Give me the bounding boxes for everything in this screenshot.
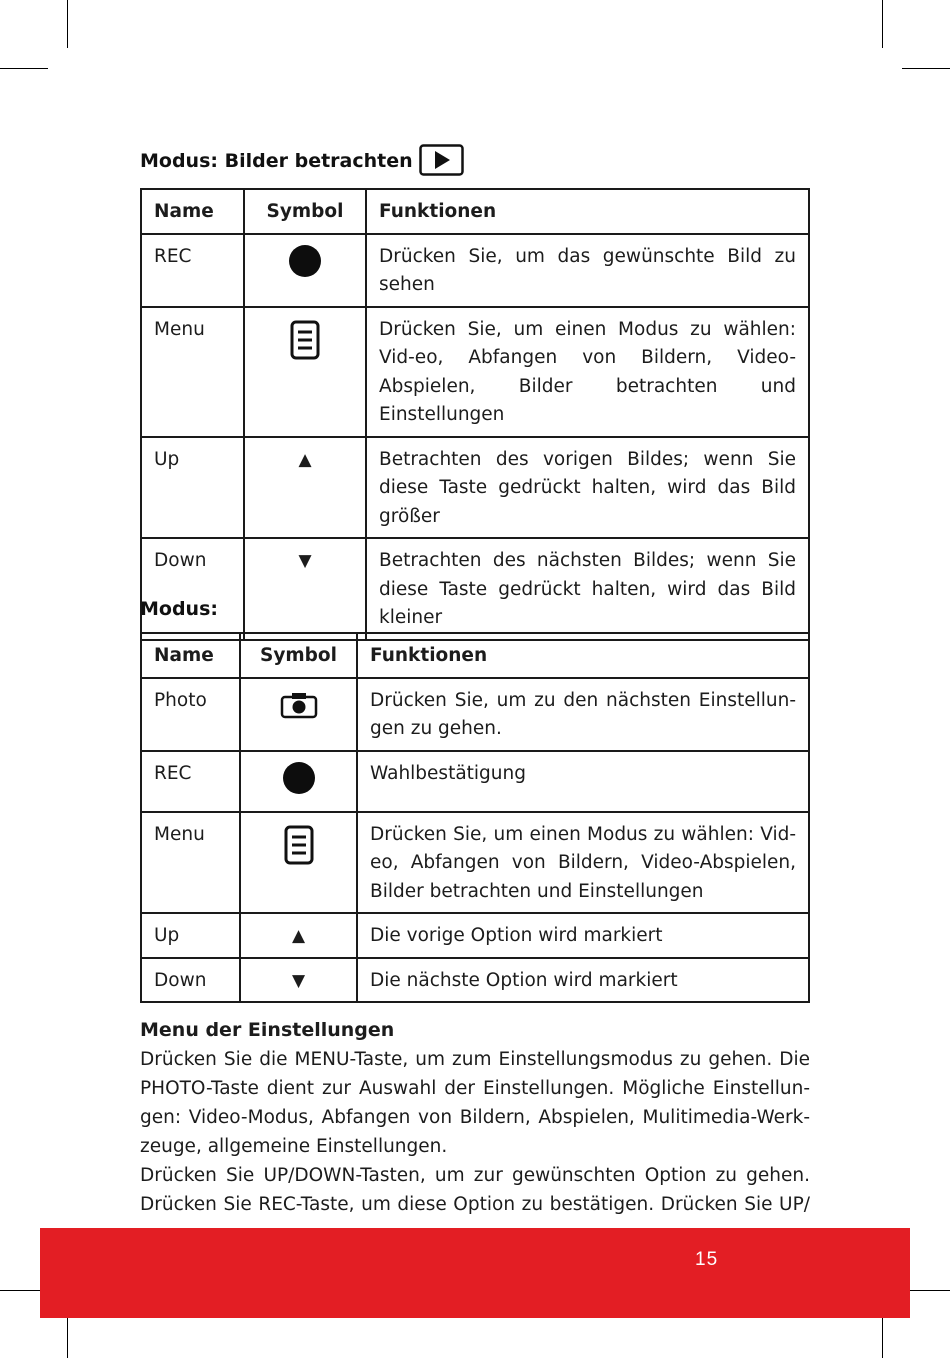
table-row [141, 437, 809, 539]
function-table-mode [140, 632, 810, 1003]
row-name: Menu [141, 812, 240, 914]
crop-mark [882, 0, 883, 48]
row-name: Photo [141, 678, 240, 751]
page-number: 15 [695, 1249, 719, 1270]
footer-band [40, 1228, 910, 1318]
camera-icon [280, 691, 318, 719]
row-name: Up [141, 913, 240, 958]
record-dot-icon [289, 245, 321, 277]
triangle-up-icon: ▲ [298, 449, 312, 470]
settings-paragraph: Drücken Sie die MENU-Taste, um zum Einstellungsmodus zu gehen. Die PHOTO-Taste dient zur Auswahl der Einstellungen. Mögliche Einstellun-gen: Video-Modus, Abfangen von Bildern, Abspielen, Mulitimedia-Werk-zeuge, allgemeine Einstellungen. [140, 1049, 810, 1157]
crop-mark [902, 68, 950, 69]
menu-icon [284, 825, 314, 865]
row-name: Down [141, 538, 244, 640]
record-dot-icon [283, 762, 315, 794]
section-heading-mode [140, 598, 218, 620]
column-header-functions: Funktionen [366, 189, 809, 234]
row-name: Up [141, 437, 244, 539]
table-row [141, 538, 809, 640]
row-function: Betrachten des vorigen Bildes; wenn Sie diese Taste gedrückt halten, wird das Bild größer [366, 437, 809, 539]
row-function: Drücken Sie, um einen Modus zu wählen: Vid-eo, Abfangen von Bildern, Video-Abspielen, Bilder betrachten und Einstellungen [357, 812, 809, 914]
triangle-down-icon: ▼ [291, 970, 306, 991]
settings-section [140, 1016, 810, 1219]
row-function: Die nächste Option wird markiert [357, 958, 809, 1003]
table-row [141, 812, 809, 914]
row-function: Betrachten des nächsten Bildes; wenn Sie diese Taste gedrückt halten, wird das Bild kleiner [366, 538, 809, 640]
column-header-symbol: Symbol [244, 189, 366, 234]
crop-mark [0, 68, 48, 69]
triangle-up-icon: ▲ [291, 926, 306, 946]
row-function: Drücken Sie, um das gewünschte Bild zu sehen [366, 234, 809, 307]
column-header-symbol: Symbol [240, 633, 357, 678]
table-header-row [141, 633, 809, 678]
row-function: Die vorige Option wird markiert [357, 913, 809, 958]
section-title: Modus: [140, 598, 218, 620]
triangle-down-icon: ▼ [298, 551, 312, 571]
row-name: Down [141, 958, 240, 1003]
settings-heading: Menu der Einstellungen [140, 1019, 395, 1041]
column-header-name: Name [141, 633, 240, 678]
table-row [141, 958, 809, 1003]
column-header-functions: Funktionen [357, 633, 809, 678]
row-name: Menu [141, 307, 244, 437]
row-name: REC [141, 234, 244, 307]
row-name: REC [141, 751, 240, 812]
table-row [141, 913, 809, 958]
table-row [141, 678, 809, 751]
table-row [141, 234, 809, 307]
play-icon [419, 144, 464, 176]
table-row [141, 751, 809, 812]
row-function: Drücken Sie, um zu den nächsten Einstellun-gen zu gehen. [357, 678, 809, 751]
row-function: Wahlbestätigung [357, 751, 809, 812]
section-title: Modus: Bilder betrachten [140, 150, 413, 172]
settings-paragraph: Drücken Sie UP/DOWN-Tasten, um zur gewünschten Option zu gehen. Drücken Sie REC-Taste, um diese Option zu bestätigen. Drücken Sie UP/ [140, 1165, 810, 1215]
column-header-name: Name [141, 189, 244, 234]
crop-mark [67, 0, 68, 48]
table-header-row [141, 189, 809, 234]
section-heading-view-images [140, 140, 464, 172]
function-table-view-mode [140, 188, 810, 641]
table-row [141, 307, 809, 437]
row-function: Drücken Sie, um einen Modus zu wählen: Vid-eo, Abfangen von Bildern, Video-Abspielen, Bilder betrachten und Einstellungen [366, 307, 809, 437]
menu-icon [290, 320, 320, 360]
